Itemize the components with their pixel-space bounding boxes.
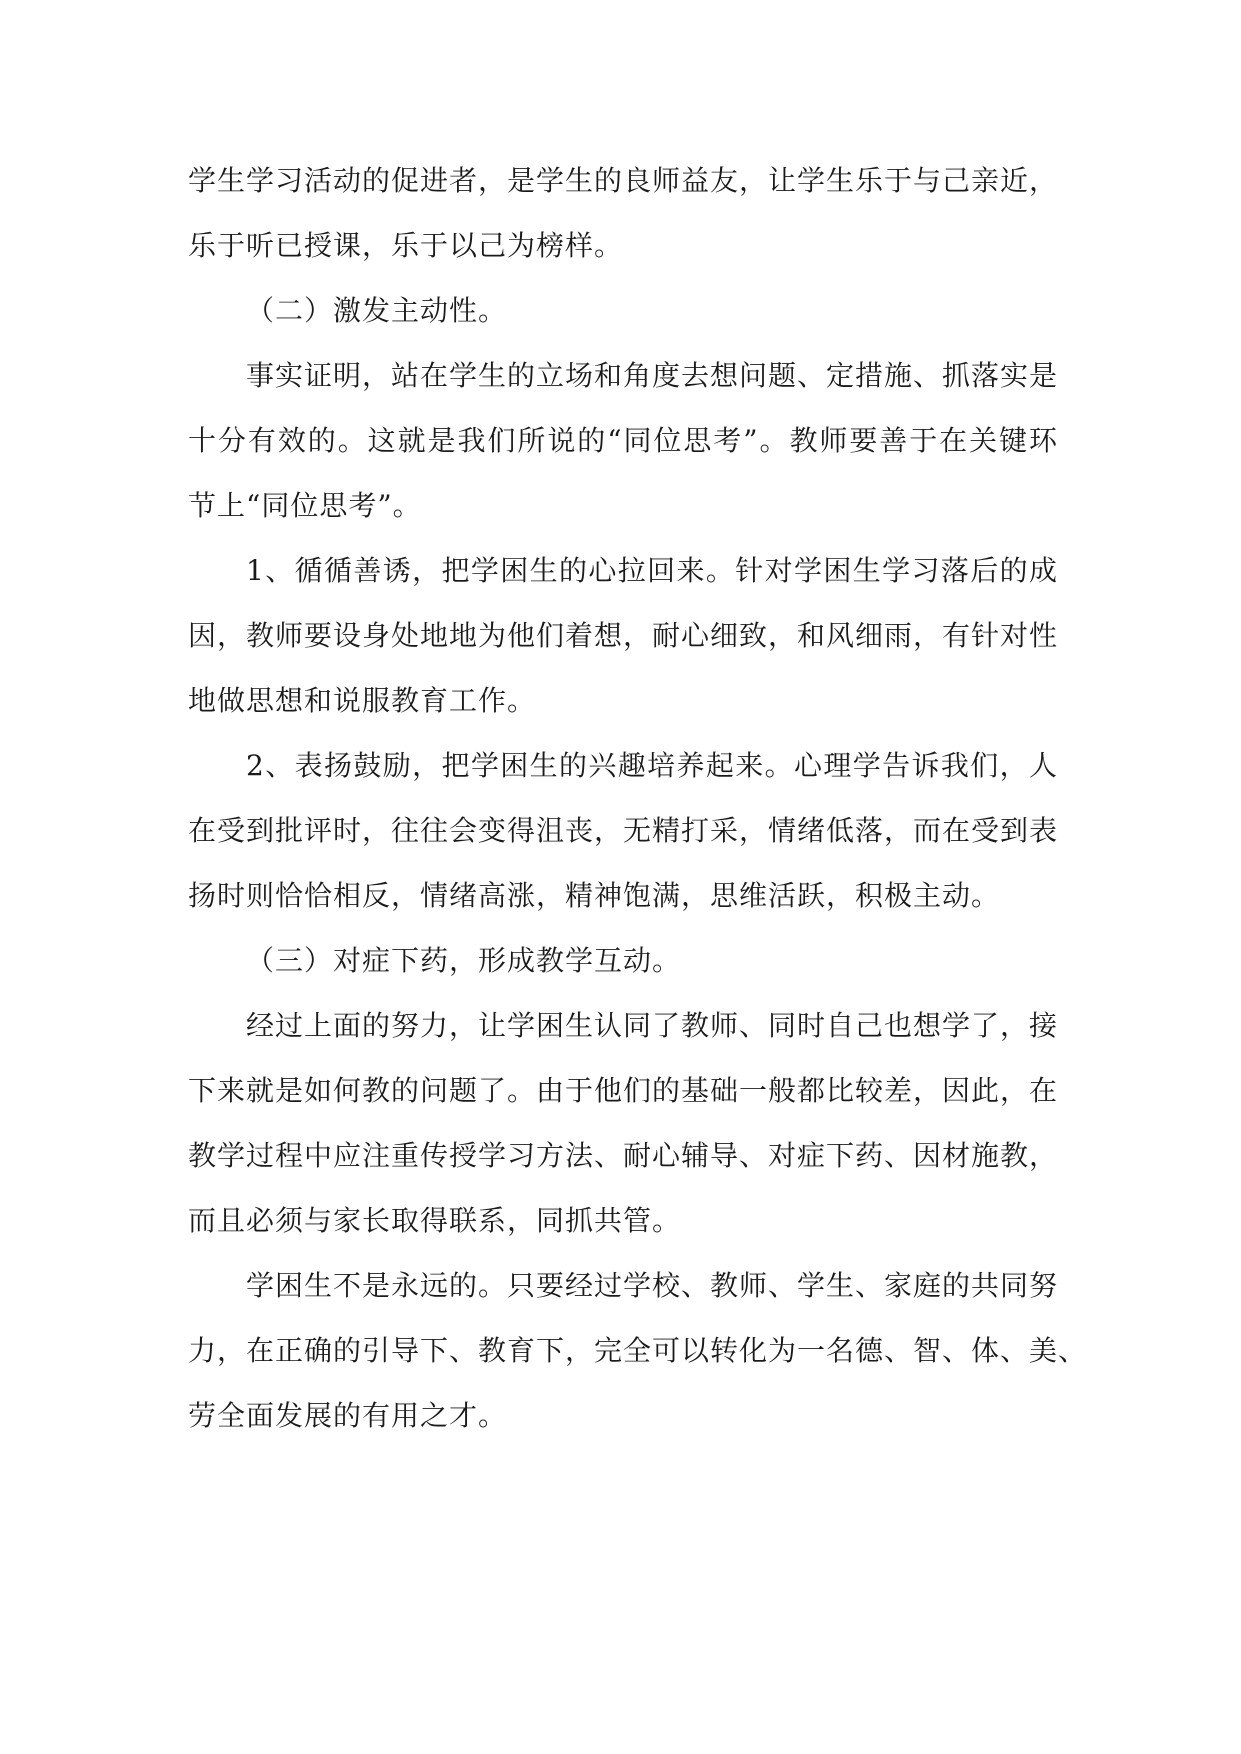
paragraph-line: 力，在正确的引导下、教育下，完全可以转化为一名德、智、体、美、: [188, 1334, 1088, 1367]
paragraph-line: 学生学习活动的促进者，是学生的良师益友，让学生乐于与己亲近，: [188, 164, 1059, 197]
paragraph-line: 地做思想和说服教育工作。: [188, 684, 537, 717]
paragraph-line: 因，教师要设身处地地为他们着想，耐心细致，和风细雨，有针对性: [188, 619, 1059, 652]
paragraph-line: 在受到批评时，往往会变得沮丧，无精打采，情绪低落，而在受到表: [188, 814, 1059, 847]
paragraph-line: 而且必须与家长取得联系，同抓共管。: [188, 1204, 682, 1237]
paragraph-line: 学困生不是永远的。只要经过学校、教师、学生、家庭的共同努: [246, 1269, 1059, 1302]
paragraph-line: 扬时则恰恰相反，情绪高涨，精神饱满，思维活跃，积极主动。: [188, 879, 1001, 912]
paragraph-line: 2、表扬鼓励，把学困生的兴趣培养起来。心理学告诉我们，人: [246, 749, 1058, 782]
section-heading: （二）激发主动性。: [246, 294, 508, 327]
paragraph-line: 劳全面发展的有用之才。: [188, 1399, 508, 1432]
paragraph-line: 节上“同位思考”。: [188, 489, 422, 522]
paragraph-line: 经过上面的努力，让学困生认同了教师、同时自己也想学了，接: [246, 1009, 1059, 1042]
paragraph-line: 乐于听已授课，乐于以己为榜样。: [188, 229, 624, 262]
paragraph-line: 1、循循善诱，把学困生的心拉回来。针对学困生学习落后的成: [246, 554, 1058, 587]
paragraph-line: 教学过程中应注重传授学习方法、耐心辅导、对症下药、因材施教，: [188, 1139, 1059, 1172]
section-heading: （三）对症下药，形成教学互动。: [246, 944, 682, 977]
paragraph-line: 十分有效的。这就是我们所说的“同位思考”。教师要善于在关键环: [188, 424, 1058, 457]
document-body: [188, 148, 1088, 1448]
paragraph-line: 下来就是如何教的问题了。由于他们的基础一般都比较差，因此，在: [188, 1074, 1059, 1107]
paragraph-line: 事实证明，站在学生的立场和角度去想问题、定措施、抓落实是: [246, 359, 1059, 392]
